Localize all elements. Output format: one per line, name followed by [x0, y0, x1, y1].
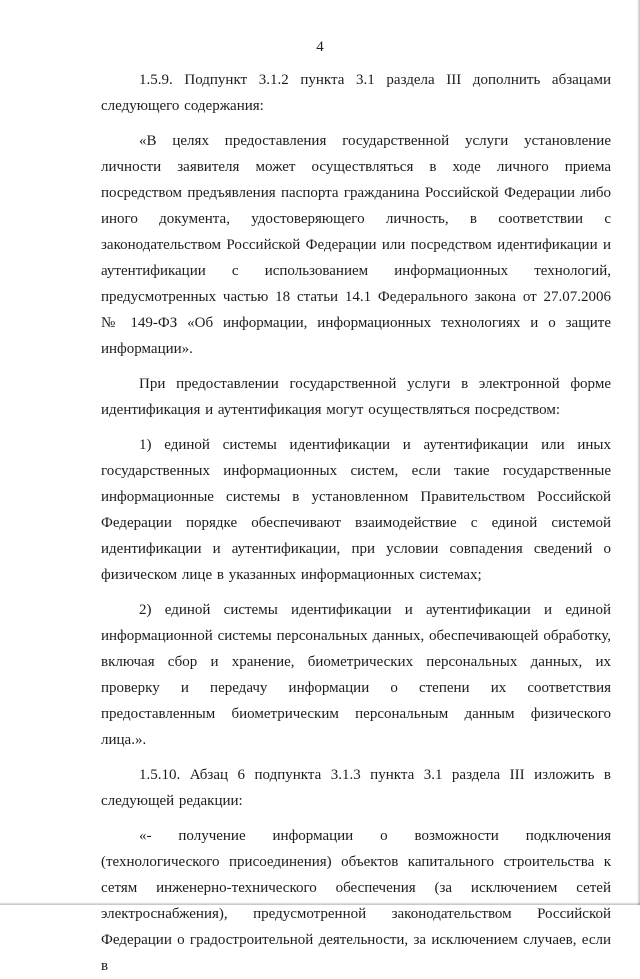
paragraph-item-2: 2) единой системы идентификации и аутентификации и единой информационной системы персональных данных, обеспечивающей обработку, включая сбор и хранение, биометрических персональных данных, их проверку и передачу информации о степени их соответствия предоставленным биометрическим персональным данным физического лица.».: [101, 602, 611, 748]
paragraph-electronic-form: При предоставлении государственной услуги в электронной форме идентификация и аутентификация могут осуществляться посредством:: [101, 376, 611, 418]
paragraph-identity-verification: «В целях предоставления государственной услуги установление личности заявителя может осуществляться в ходе личного приема посредством предъявления паспорта гражданина Российской Федерации либо иного документа, удостоверяющего личность, в соответствии с законодательством Российской Федерации или посредством идентификации и аутентификации с использованием информационных технологий, предусмотренных частью 18 статьи 14.1 Федерального закона от 27.07.2006 № 149-ФЗ «Об информации, информационных технологиях и о защите информации».: [101, 133, 611, 357]
document-body: [101, 67, 611, 979]
paragraph-connection-info: «- получение информации о возможности подключения (технологического присоединения) объектов капитального строительства к сетям инженерно-технического обеспечения (за исключением сетей электроснабжения), предусмотренной законодательством Российской Федерации о градостроительной деятельности, за исключением случаев, если в: [101, 828, 611, 974]
page-number: 4: [316, 39, 324, 55]
paragraph-item-1: 1) единой системы идентификации и аутентификации или иных государственных информационных систем, если такие государственные информационные системы в установленном Правительством Российской Федерации порядке обеспечивают взаимодействие с единой системой идентификации и аутентификации, при условии совпадения сведений о физическом лице в указанных информационных системах;: [101, 437, 611, 583]
paragraph-1-5-10: 1.5.10. Абзац 6 подпункта 3.1.3 пункта 3.1 раздела III изложить в следующей редакции:: [101, 767, 611, 809]
paragraph-1-5-9: 1.5.9. Подпункт 3.1.2 пункта 3.1 раздела III дополнить абзацами следующего содержания:: [101, 72, 611, 114]
